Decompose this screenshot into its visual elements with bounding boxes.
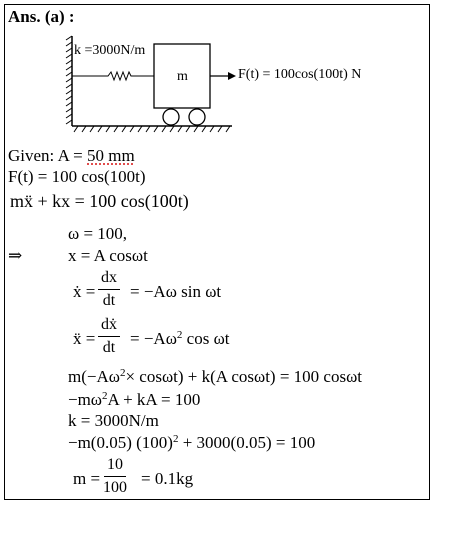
- substitution-line: $m(-A\omega^2\times \cos\omega t) + k(A$ cosωt) = 100 cosωt: [68, 367, 363, 386]
- given-line: Given: A = 50 mm: [8, 146, 135, 165]
- wall-hatching: [66, 36, 72, 124]
- numeric-substitution: −m(0.05) $(100)^2 + 3000(0.05) = 100$: [68, 433, 316, 452]
- mass-result-lhs: m =: [73, 469, 101, 488]
- velocity-fraction: [98, 270, 120, 309]
- velocity-lhs: ẋ =: [73, 282, 96, 301]
- velocity-fraction-denominator: dt: [102, 292, 116, 309]
- mass-result-fraction: [103, 457, 127, 496]
- force-line: F(t) = 100 cos(100t): [8, 167, 146, 186]
- wheel-right: [189, 109, 205, 125]
- acceleration-fraction: [98, 317, 120, 356]
- implies-symbol: ⇒: [8, 246, 23, 265]
- mass-label: m: [177, 69, 188, 84]
- stiffness-line: k = 3000N/m: [68, 411, 159, 430]
- wheel-left: [163, 109, 179, 125]
- displacement-line: x = A cosωt: [68, 246, 148, 265]
- omega-line: ω = 100,: [68, 224, 128, 243]
- spring-constant-label: k =3000N/m: [74, 43, 146, 58]
- acceleration-lhs: ẍ =: [73, 329, 96, 348]
- answer-heading: Ans. (a) :: [8, 7, 75, 26]
- spring-coil: [72, 72, 154, 80]
- equation-of-motion: mẍ + kx = 100 cos(100t): [10, 191, 189, 211]
- velocity-rhs: = −Aω sin ωt: [130, 282, 222, 301]
- reduced-equation: $-m\omega^2A$ + kA = 100: [68, 390, 201, 409]
- mass-result-numerator: 10: [104, 457, 126, 477]
- mass-result-rhs: = 0.1kg: [141, 469, 194, 488]
- force-arrow-head: [228, 72, 236, 80]
- acceleration-fraction-numerator: dẋ: [98, 317, 120, 337]
- acceleration-fraction-denominator: dt: [102, 339, 116, 356]
- mass-result-denominator: 100: [103, 479, 127, 496]
- acceleration-rhs: = $-A\omega^2$ cos ωt: [130, 329, 230, 348]
- velocity-fraction-numerator: dx: [98, 270, 120, 290]
- force-label: F(t) = 100cos(100t) N: [238, 67, 362, 82]
- ground-hatching: [74, 126, 230, 132]
- given-amplitude: 50 mm: [87, 146, 135, 165]
